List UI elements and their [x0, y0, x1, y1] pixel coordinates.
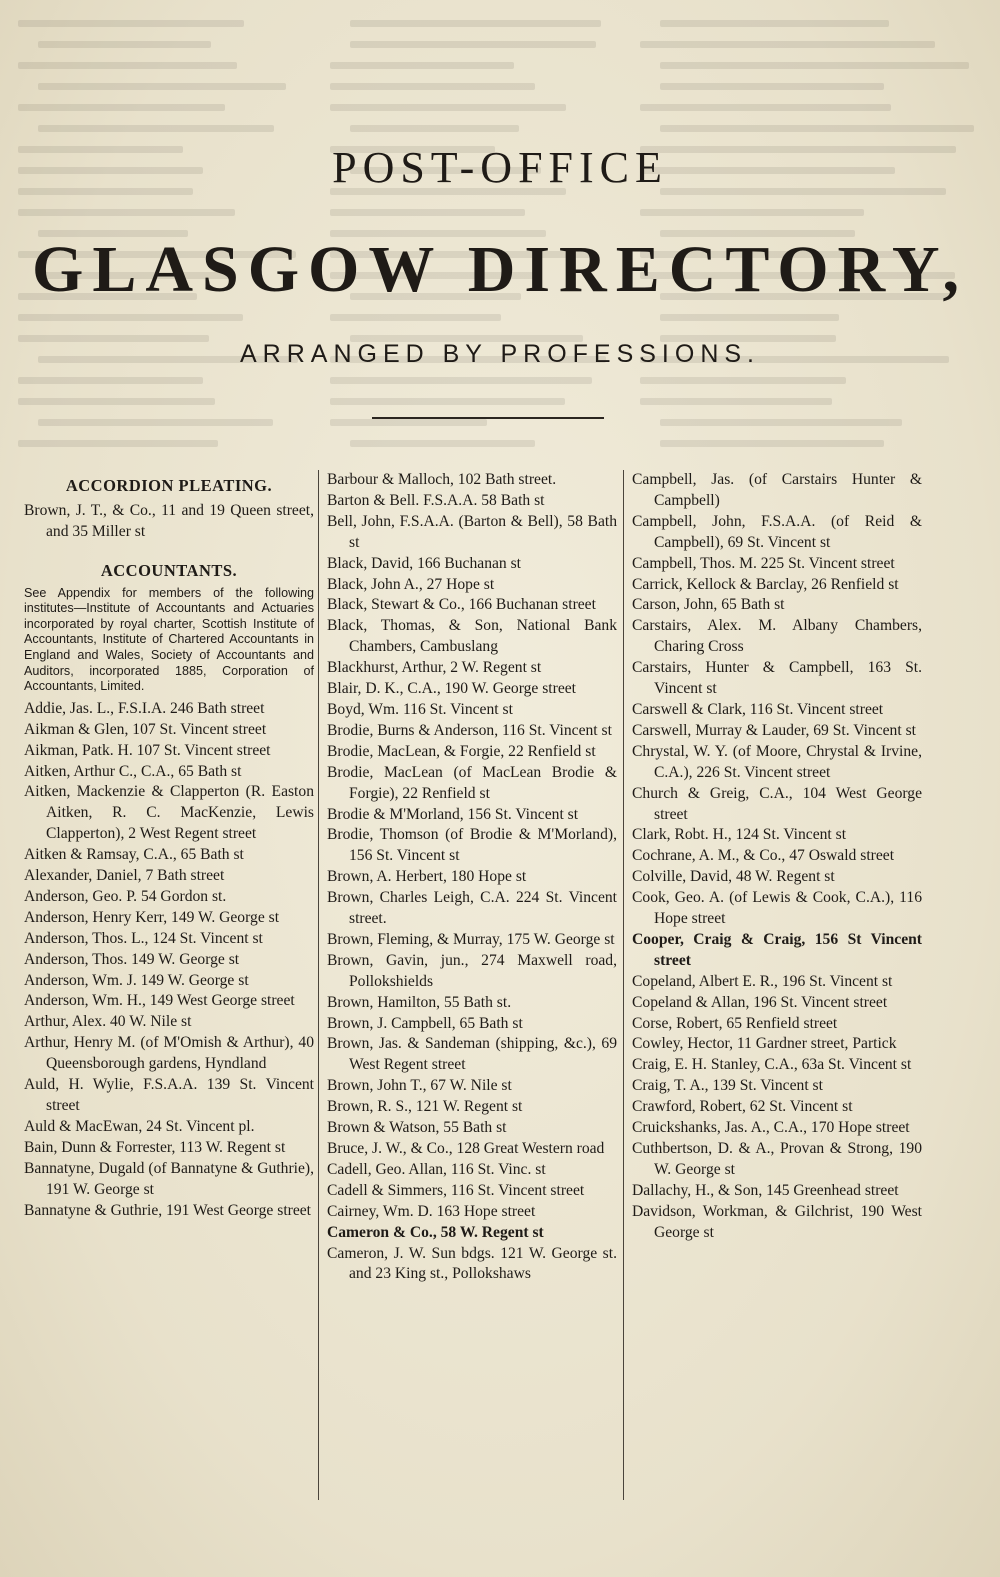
directory-entry: Corse, Robert, 65 Renfield street: [632, 1014, 838, 1032]
directory-entry: Addie, Jas. L., F.S.I.A. 246 Bath street: [24, 699, 265, 717]
directory-entry: Copeland & Allan, 196 St. Vincent street: [632, 993, 888, 1011]
directory-entry: Brown, J. T., & Co., 11 and 19 Queen street, and 35 Miller st: [24, 501, 314, 540]
directory-entry: Anderson, Thos. 149 W. George st: [24, 950, 240, 968]
directory-entry: Anderson, Geo. P. 54 Gordon st.: [24, 887, 227, 905]
directory-entry: Campbell, Thos. M. 225 St. Vincent street: [632, 554, 895, 572]
directory-entry: Brodie, Burns & Anderson, 116 St. Vincent st: [327, 721, 612, 739]
directory-entry: Davidson, Workman, & Gilchrist, 190 West George st: [632, 1202, 922, 1241]
directory-entry: Black, Stewart & Co., 166 Buchanan street: [327, 596, 596, 614]
directory-entry: Copeland, Albert E. R., 196 St. Vincent st: [632, 972, 893, 990]
directory-entry: Dallachy, H., & Son, 145 Greenhead street: [632, 1181, 899, 1199]
directory-entry: Brown, Fleming, & Murray, 175 W. George st: [327, 930, 615, 948]
directory-entry: Carrick, Kellock & Barclay, 26 Renfield st: [632, 575, 899, 593]
directory-entry: Black, John A., 27 Hope st: [327, 575, 495, 593]
directory-entry: Campbell, John, F.S.A.A. (of Reid & Campbell), 69 St. Vincent st: [632, 512, 922, 551]
directory-entry: Aikman, Patk. H. 107 St. Vincent street: [24, 741, 271, 759]
directory-entry: Brodie & M'Morland, 156 St. Vincent st: [327, 805, 579, 823]
title-glasgow-directory: GLASGOW DIRECTORY,: [31, 233, 969, 306]
directory-entry: Brodie, MacLean, & Forgie, 22 Renfield st: [327, 742, 596, 760]
directory-entry: Alexander, Daniel, 7 Bath street: [24, 867, 225, 885]
directory-entry: Aitken, Mackenzie & Clapperton (R. Easton Aitken, R. C. MacKenzie, Lewis Clapperton), 2 West Regent street: [24, 783, 314, 843]
directory-entry: Arthur, Alex. 40 W. Nile st: [24, 1013, 192, 1031]
directory-entry: Cameron & Co., 58 W. Regent st: [327, 1223, 544, 1241]
entry-list: [632, 470, 922, 1244]
directory-entry: Carstairs, Hunter & Campbell, 163 St. Vincent st: [632, 659, 922, 698]
directory-entry: Blackhurst, Arthur, 2 W. Regent st: [327, 659, 542, 677]
directory-entry: Brodie, MacLean (of MacLean Brodie & Forgie), 22 Renfield st: [327, 763, 617, 802]
directory-entry: Arthur, Henry M. (of M'Omish & Arthur), 40 Queensborough gardens, Hyndland: [24, 1034, 314, 1073]
entry-list: [327, 470, 617, 1285]
directory-entry: Bannatyne, Dugald (of Bannatyne & Guthrie), 191 W. George st: [24, 1159, 314, 1198]
title-post-office: POST-OFFICE: [332, 143, 668, 192]
directory-entry: Campbell, Jas. (of Carstairs Hunter & Campbell): [632, 471, 922, 509]
directory-entry: Aitken, Arthur C., C.A., 65 Bath st: [24, 762, 242, 780]
directory-entry: Brown, Charles Leigh, C.A. 224 St. Vincent street.: [327, 889, 617, 928]
directory-entry: Crawford, Robert, 62 St. Vincent st: [632, 1098, 853, 1116]
subtitle-arranged-by-professions: ARRANGED BY PROFESSIONS.: [239, 340, 760, 368]
directory-entry: Carstairs, Alex. M. Albany Chambers, Charing Cross: [632, 617, 922, 656]
directory-entry: Brown & Watson, 55 Bath st: [327, 1119, 507, 1137]
directory-entry: Black, Thomas, & Son, National Bank Chambers, Cambuslang: [327, 617, 617, 656]
directory-entry: Cuthbertson, D. & A., Provan & Strong, 190 W. George st: [632, 1140, 922, 1178]
directory-entry: Cooper, Craig & Craig, 156 St Vincent street: [632, 930, 922, 969]
accountants-note: See Appendix for members of the following institutes—Institute of Accountants and Actuaries incorporated by royal charter, Scottish Institute of Accountants, Institute of Chartered Accountants in England and Wales, Society of Accountants and Auditors, incorporated 1885, Corporation of Accountants, Limited.: [24, 585, 314, 694]
directory-entry: Bell, John, F.S.A.A. (Barton & Bell), 58 Bath st: [327, 512, 617, 551]
section-heading-accordion: ACCORDION PLEATING.: [65, 476, 273, 495]
directory-entry: Anderson, Thos. L., 124 St. Vincent st: [24, 929, 263, 947]
directory-entry: Cook, Geo. A. (of Lewis & Cook, C.A.), 116 Hope street: [632, 889, 922, 928]
directory-entry: Craig, T. A., 139 St. Vincent st: [632, 1077, 823, 1095]
directory-entry: Brown, J. Campbell, 65 Bath st: [327, 1014, 523, 1032]
directory-entry: Anderson, Wm. J. 149 W. George st: [24, 971, 249, 989]
directory-entry: Brown, Gavin, jun., 274 Maxwell road, Pollokshields: [327, 951, 617, 990]
directory-entry: Colville, David, 48 W. Regent st: [632, 868, 835, 886]
directory-entry: Carswell & Clark, 116 St. Vincent street: [632, 700, 884, 718]
directory-entry: Church & Greig, C.A., 104 West George street: [632, 784, 922, 823]
directory-entry: Chrystal, W. Y. (of Moore, Chrystal & Irvine, C.A.), 226 St. Vincent street: [632, 742, 922, 781]
directory-entry: Cadell, Geo. Allan, 116 St. Vinc. st: [327, 1160, 546, 1178]
entry-list: [24, 699, 314, 1222]
directory-entry: Brown, John T., 67 W. Nile st: [327, 1077, 512, 1095]
directory-entry: Cochrane, A. M., & Co., 47 Oswald street: [632, 847, 895, 865]
directory-entry: Cadell & Simmers, 116 St. Vincent street: [327, 1181, 585, 1199]
directory-entry: Brown, A. Herbert, 180 Hope st: [327, 868, 527, 886]
directory-entry: Anderson, Henry Kerr, 149 W. George st: [24, 908, 280, 926]
directory-entry: Cameron, J. W. Sun bdgs. 121 W. George st. and 23 King st., Pollokshaws: [327, 1244, 617, 1283]
column-divider: [623, 470, 624, 1500]
directory-entry: Brown, R. S., 121 W. Regent st: [327, 1098, 523, 1116]
column-3: [632, 470, 922, 1244]
directory-entry: Bannatyne & Guthrie, 191 West George street: [24, 1201, 312, 1219]
directory-entry: Brodie, Thomson (of Brodie & M'Morland), 156 St. Vincent st: [327, 826, 617, 865]
directory-entry: Cruickshanks, Jas. A., C.A., 170 Hope street: [632, 1119, 910, 1137]
directory-entry: Anderson, Wm. H., 149 West George street: [24, 992, 295, 1010]
directory-entry: Bruce, J. W., & Co., 128 Great Western road: [327, 1140, 605, 1157]
directory-entry: Auld, H. Wylie, F.S.A.A. 139 St. Vincent street: [24, 1076, 314, 1114]
directory-entry: Brown, Hamilton, 55 Bath st.: [327, 993, 512, 1011]
directory-entry: Craig, E. H. Stanley, C.A., 63a St. Vincent st: [632, 1056, 912, 1074]
column-divider: [318, 470, 319, 1500]
directory-entry: Aikman & Glen, 107 St. Vincent street: [24, 720, 267, 738]
directory-entry: Carson, John, 65 Bath st: [632, 596, 785, 614]
column-1: [24, 470, 314, 1221]
directory-entry: Brown, Jas. & Sandeman (shipping, &c.), 69 West Regent street: [327, 1035, 617, 1074]
directory-entry: Clark, Robt. H., 124 St. Vincent st: [632, 826, 847, 844]
directory-entry: Aitken & Ramsay, C.A., 65 Bath st: [24, 846, 244, 864]
directory-entry: Black, David, 166 Buchanan st: [327, 554, 522, 572]
directory-entry: Auld & MacEwan, 24 St. Vincent pl.: [24, 1117, 255, 1135]
directory-entry: Barton & Bell. F.S.A.A. 58 Bath st: [327, 491, 545, 509]
column-2: [327, 470, 617, 1285]
directory-entry: Carswell, Murray & Lauder, 69 St. Vincent st: [632, 721, 916, 739]
title-rule: [372, 417, 604, 419]
directory-entry: Barbour & Malloch, 102 Bath street.: [327, 471, 557, 488]
directory-entry: Cairney, Wm. D. 163 Hope street: [327, 1202, 536, 1220]
section-heading-accountants: ACCOUNTANTS.: [100, 560, 238, 580]
directory-entry: Cowley, Hector, 11 Gardner street, Partick: [632, 1035, 897, 1053]
directory-entry: Bain, Dunn & Forrester, 113 W. Regent st: [24, 1138, 286, 1156]
directory-entry: Blair, D. K., C.A., 190 W. George street: [327, 680, 576, 698]
directory-entry: Boyd, Wm. 116 St. Vincent st: [327, 700, 513, 718]
